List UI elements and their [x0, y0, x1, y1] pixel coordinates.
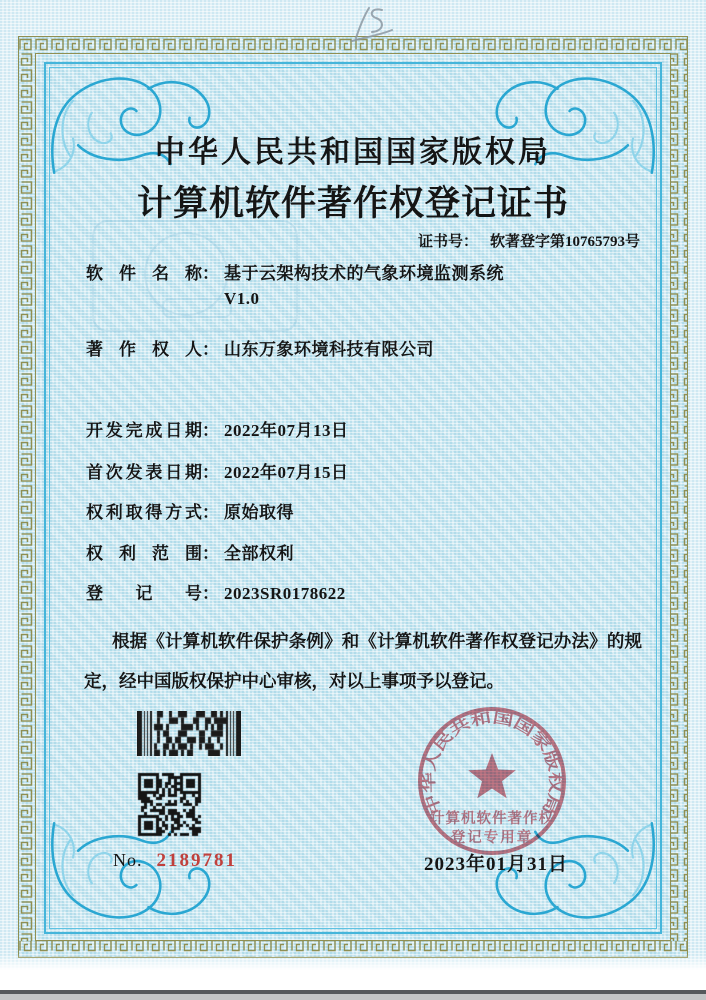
field-rights-acquisition: [86, 500, 294, 525]
field-label: 权利取得方式: [86, 503, 202, 522]
paper-bottom-fade: [0, 954, 706, 972]
field-colon: ：: [202, 544, 219, 563]
field-label: 开发完成日期: [86, 421, 202, 440]
rights-scope: 全部权利: [224, 544, 294, 563]
field-label: 著作权人: [86, 340, 202, 359]
field-colon: ：: [202, 503, 219, 522]
dev-complete-date: 2022年07月13日: [224, 421, 349, 440]
field-colon: ：: [202, 463, 219, 482]
field-copyright-holder: [86, 337, 434, 362]
photo-edge-light: [0, 994, 706, 1000]
field-label: 首次发表日期: [86, 463, 202, 482]
issue-date: 2023年01月31日: [424, 854, 569, 875]
field-colon: ：: [202, 421, 219, 440]
field-colon: ：: [202, 584, 219, 603]
field-label: 软件名称: [86, 264, 202, 283]
seal-arc-text: 中华人民共和国国家版权局: [420, 709, 564, 817]
field-label: 登记号: [86, 584, 202, 603]
certificate-number-label: 证书号：: [417, 234, 478, 250]
star-icon: [468, 753, 516, 798]
serial-number-value: 2189781: [156, 850, 237, 871]
certificate-title: 计算机软件著作权登记证书: [136, 184, 569, 223]
pdf417-barcode: [137, 711, 241, 756]
field-label: 权利范围: [86, 544, 202, 563]
software-name: 基于云架构技术的气象环境监测系统: [224, 264, 504, 283]
field-software-name: [86, 261, 504, 311]
handwritten-note: [342, 4, 402, 44]
serial-number-line: [113, 850, 237, 872]
copyright-holder: 山东万象环境科技有限公司: [224, 340, 434, 359]
registration-number: 2023SR0178622: [224, 584, 346, 603]
field-dev-complete-date: [86, 418, 349, 443]
qr-code: [137, 772, 203, 838]
first-publish-date: 2022年07月15日: [224, 463, 349, 482]
seal-line1: 计算机软件著作权: [430, 811, 554, 827]
field-colon: ：: [202, 264, 219, 283]
seal-line2: 登记专用章: [450, 830, 534, 846]
certificate-number-value: 软著登字第10765793号: [489, 234, 640, 250]
serial-number-label: No.: [113, 850, 143, 870]
registration-seal: [400, 689, 584, 873]
field-first-publish-date: [86, 460, 349, 485]
field-rights-scope: [86, 541, 294, 566]
field-registration-number: [86, 581, 346, 606]
registration-statement: 根据《计算机软件保护条例》和《计算机软件著作权登记办法》的规定，经中国版权保护中心审核，对以上事项予以登记。: [84, 631, 642, 691]
field-colon: ：: [202, 340, 219, 359]
certificate-number-line: [418, 230, 640, 251]
rights-acquisition: 原始取得: [224, 503, 294, 522]
issuing-authority: 中华人民共和国国家版权局: [155, 136, 551, 169]
software-version: V1.0: [224, 289, 260, 308]
field-value: [224, 261, 504, 311]
